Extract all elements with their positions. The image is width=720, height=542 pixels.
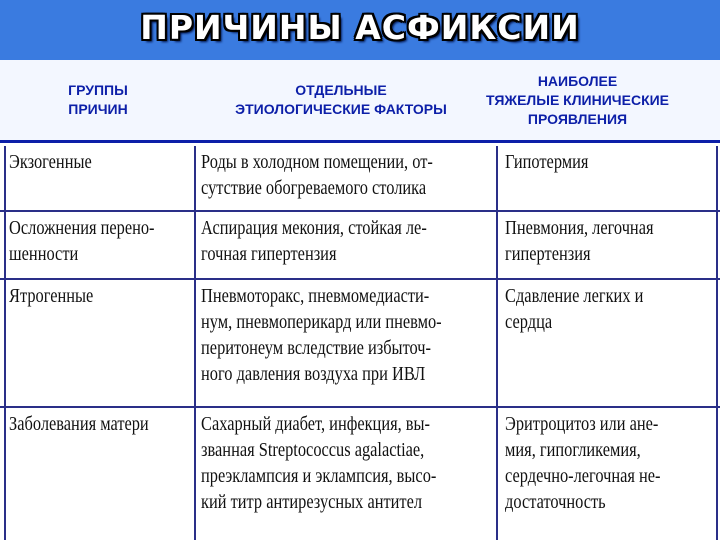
cell-group: Осложнения перено- шенности (9, 218, 155, 265)
column-divider (496, 146, 498, 540)
cell-group: Экзогенные (9, 152, 92, 173)
cell-group: Ятрогенные (9, 286, 94, 307)
header-etiological-factors: ОТДЕЛЬНЫЕ ЭТИОЛОГИЧЕСКИЕ ФАКТОРЫ (235, 82, 447, 117)
table-right-border (716, 146, 718, 540)
header-divider (0, 140, 720, 143)
table-row (0, 408, 720, 542)
slide-title: ПРИЧИНЫ АСФИКСИИ (140, 8, 580, 47)
table-header (0, 60, 720, 140)
header-cause-groups: ГРУППЫ ПРИЧИН (68, 82, 128, 117)
cell-manifestations: Сдавление легких и сердца (505, 286, 644, 333)
cell-manifestations: Гипотермия (505, 152, 589, 173)
cell-factors: Роды в холодном помещении, от- сутствие обогреваемого столика (201, 152, 433, 199)
table-row (0, 146, 720, 212)
causes-table (0, 146, 720, 540)
table-left-border (4, 146, 6, 540)
table-row (0, 280, 720, 408)
cell-factors: Пневмоторакс, пневмомедиасти- нум, пневмоперикард или пневмо- перитонеум вследствие избыточ- ного давления воздуха при ИВЛ (201, 286, 442, 385)
column-divider (194, 146, 196, 540)
cell-manifestations: Эритроцитоз или ане- мия, гипогликемия, сердечно-легочная не- достаточность (505, 414, 661, 513)
cell-factors: Аспирация мекония, стойкая ле- гочная гипертензия (201, 218, 427, 265)
table-row (0, 212, 720, 280)
cell-factors: Сахарный диабет, инфекция, вы- званная Streptococcus agalactiae, преэклампсия и эклампсия, высо- кий титр антирезусных антител (201, 414, 437, 513)
cell-manifestations: Пневмония, легочная гипертензия (505, 218, 654, 265)
header-clinical-manifestations: НАИБОЛЕЕ ТЯЖЕЛЫЕ КЛИНИЧЕСКИЕ ПРОЯВЛЕНИЯ (486, 72, 670, 127)
cell-group: Заболевания матери (9, 414, 149, 435)
